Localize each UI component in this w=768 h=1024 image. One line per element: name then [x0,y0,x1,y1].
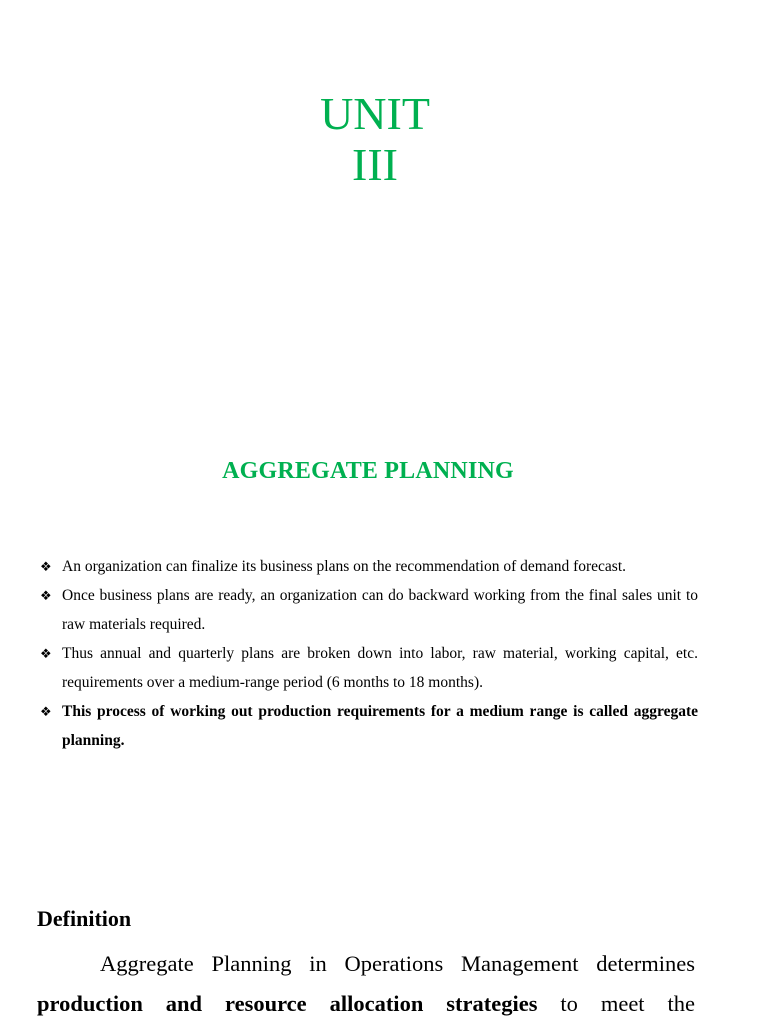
diamond-bullet-icon: ❖ [40,559,52,574]
unit-title-line2: III [352,139,398,190]
bullet-item [40,639,698,697]
bullet-text: Thus annual and quarterly plans are broken down into labor, raw material, working capital, etc. requirements over a medium-range period (6 months to 18 months). [62,645,698,691]
diamond-bullet-icon: ❖ [40,588,52,603]
bullet-item [40,697,698,755]
definition-heading: Definition [37,906,132,931]
definition-text-bold: production and resource allocation strategies [37,991,538,1016]
unit-title [0,88,750,190]
definition-paragraph [37,944,695,1024]
bullet-text: Once business plans are ready, an organization can do backward working from the final sales unit to raw materials required. [62,587,698,633]
section-heading: AGGREGATE PLANNING [222,458,514,484]
bullet-item [40,552,698,581]
bullet-item [40,581,698,639]
diamond-bullet-icon: ❖ [40,704,52,719]
definition-text-part2: to meet the [537,991,695,1016]
definition-text-part1: Aggregate Planning in Operations Management determines [100,951,695,976]
bullet-list [40,552,698,755]
unit-title-line1: UNIT [320,88,430,139]
bullet-text: This process of working out production requirements for a medium range is called aggregate planning. [62,703,698,749]
diamond-bullet-icon: ❖ [40,646,52,661]
bullet-text: An organization can finalize its business plans on the recommendation of demand forecast. [62,558,627,575]
